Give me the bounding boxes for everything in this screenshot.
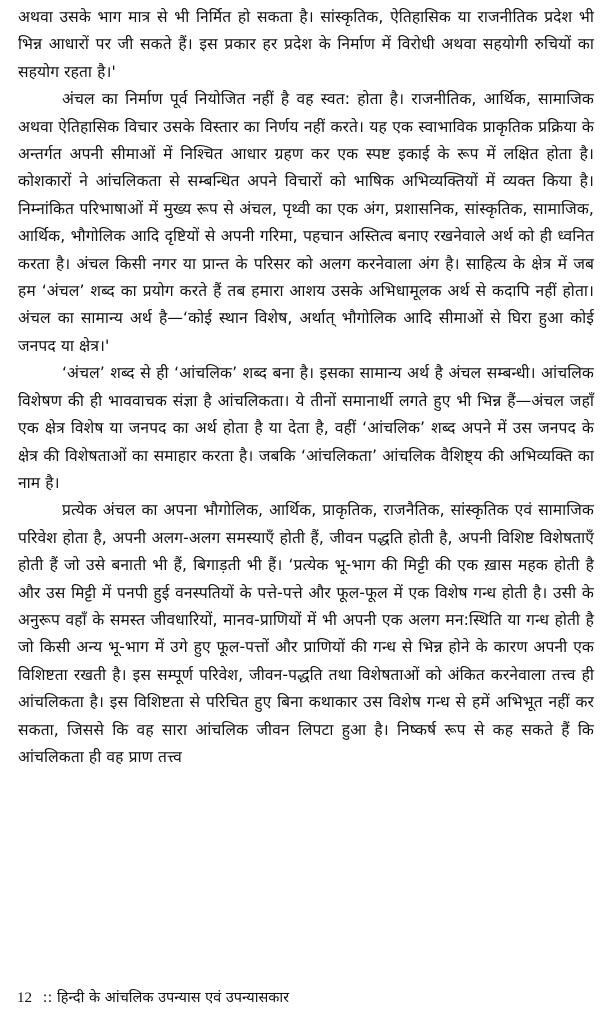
paragraph-anchal-nirman: अंचल का निर्माण पूर्व नियोजित नहीं है वह स्वत: होता है। राजनीतिक, आर्थिक, सामाजिक अथवा ऐतिहासिक विचार उसके विस्तार का निर्णय नहीं करते। यह एक स्वाभाविक प्राकृतिक प्रक्रिया के अन्तर्गत अपनी सीमाओं में निश्चित आधार ग्रहण कर एक स्पष्ट इकाई के रूप में लक्षित होता है। कोशकारों ने आंचलिकता से सम्बन्धित अपने विचारों को भाषिक अभिव्यक्तियों में व्यक्त किया है। निम्नांकित परिभाषाओं में मुख्य रूप से अंचल, पृथ्वी का एक अंग, प्रशासनिक, सांस्कृतिक, सामाजिक, आर्थिक, भौगोलिक आदि दृष्टियों से अपनी गरिमा, पहचान अस्तित्व बनाए रखनेवाले अर्थ को ही ध्वनित करता है। अंचल किसी नगर या प्रान्त के परिसर को अलग करनेवाला अंग है। साहित्य के क्षेत्र में जब हम ‘अंचल’ शब्द का प्रयोग करते हैं तब हमारा आशय उसके अभिधामूलक अर्थ से कदापि नहीं होता। अंचल का सामान्य अर्थ है—‘कोई स्थान विशेष, अर्थात् भौगोलिक आदि सीमाओं से घिरा हुआ कोई जनपद या क्षेत्र।' xyxy=(18,90,594,355)
book-title: हिन्दी के आंचलिक उपन्यास एवं उपन्यासकार xyxy=(57,990,290,1006)
page-body xyxy=(18,4,594,771)
footer-separator: :: xyxy=(42,990,53,1006)
page-footer xyxy=(17,988,289,1008)
page-number: 12 xyxy=(17,990,32,1006)
paragraph-continuation: अथवा उसके भाग मात्र से भी निर्मित हो सकता है। सांस्कृतिक, ऐतिहासिक या राजनीतिक प्रदेश भी भिन्न आधारों पर जी सकते हैं। इस प्रकार हर प्रदेश के निर्माण में विरोधी अथवा सहयोगी रुचियों का सहयोग रहता है।' xyxy=(18,8,594,81)
paragraph-aanchalik-shabd: ‘अंचल’ शब्द से ही ‘आंचलिक’ शब्द बना है। इसका सामान्य अर्थ है अंचल सम्बन्धी। आंचलिक विशेषण की ही भाववाचक संज्ञा है आंचलिकता। ये तीनों समानार्थी लगते हुए भी भिन्न हैं—अंचल जहाँ एक क्षेत्र विशेष या जनपद का अर्थ होता है या देता है, वहीं ‘आंचलिक’ शब्द अपने में उस जनपद के क्षेत्र की विशेषताओं का समाहार करता है। जबकि ‘आंचलिकता’ आंचलिक वैशिष्ट्य की अभिव्यक्ति का नाम है। xyxy=(18,364,594,492)
paragraph-pratyek-anchal: प्रत्येक अंचल का अपना भौगोलिक, आर्थिक, प्राकृतिक, राजनैतिक, सांस्कृतिक एवं सामाजिक परिवेश होता है, अपनी अलग-अलग समस्याएँ होती हैं, जीवन पद्धति होती है, अपनी विशिष्ट विशेषताएँ होती हैं जो उसे बनाती भी हैं, बिगाड़ती भी हैं। ‘प्रत्येक भू-भाग की मिट्टी की एक ख़ास महक होती है और उस मिट्टी में पनपी हुई वनस्पतियों के पत्ते-पत्ते और फूल-फूल में एक विशेष गन्ध होती है। उसी के अनुरूप वहाँ के समस्त जीवधारियों, मानव-प्राणियों में भी अपनी एक अलग मन:स्थिति या गन्ध होती है जो किसी अन्य भू-भाग में उगे हुए फूल-पत्तों और प्राणियों की गन्ध से भिन्न होने के कारण अपनी एक विशिष्टता रखती है। इस सम्पूर्ण परिवेश, जीवन-पद्धति तथा विशेषताओं को अंकित करनेवाला तत्त्व ही आंचलिकता है। इस विशिष्टता से परिचित हुए बिना कथाकार उस विशेष गन्ध से हमें अभिभूत नहीं कर सकता, जिससे कि वह सारा आंचलिक जीवन लिपटा हुआ है। निष्कर्ष रूप से कह सकते हैं कि आंचलिकता ही वह प्राण तत्त्व xyxy=(18,501,594,766)
